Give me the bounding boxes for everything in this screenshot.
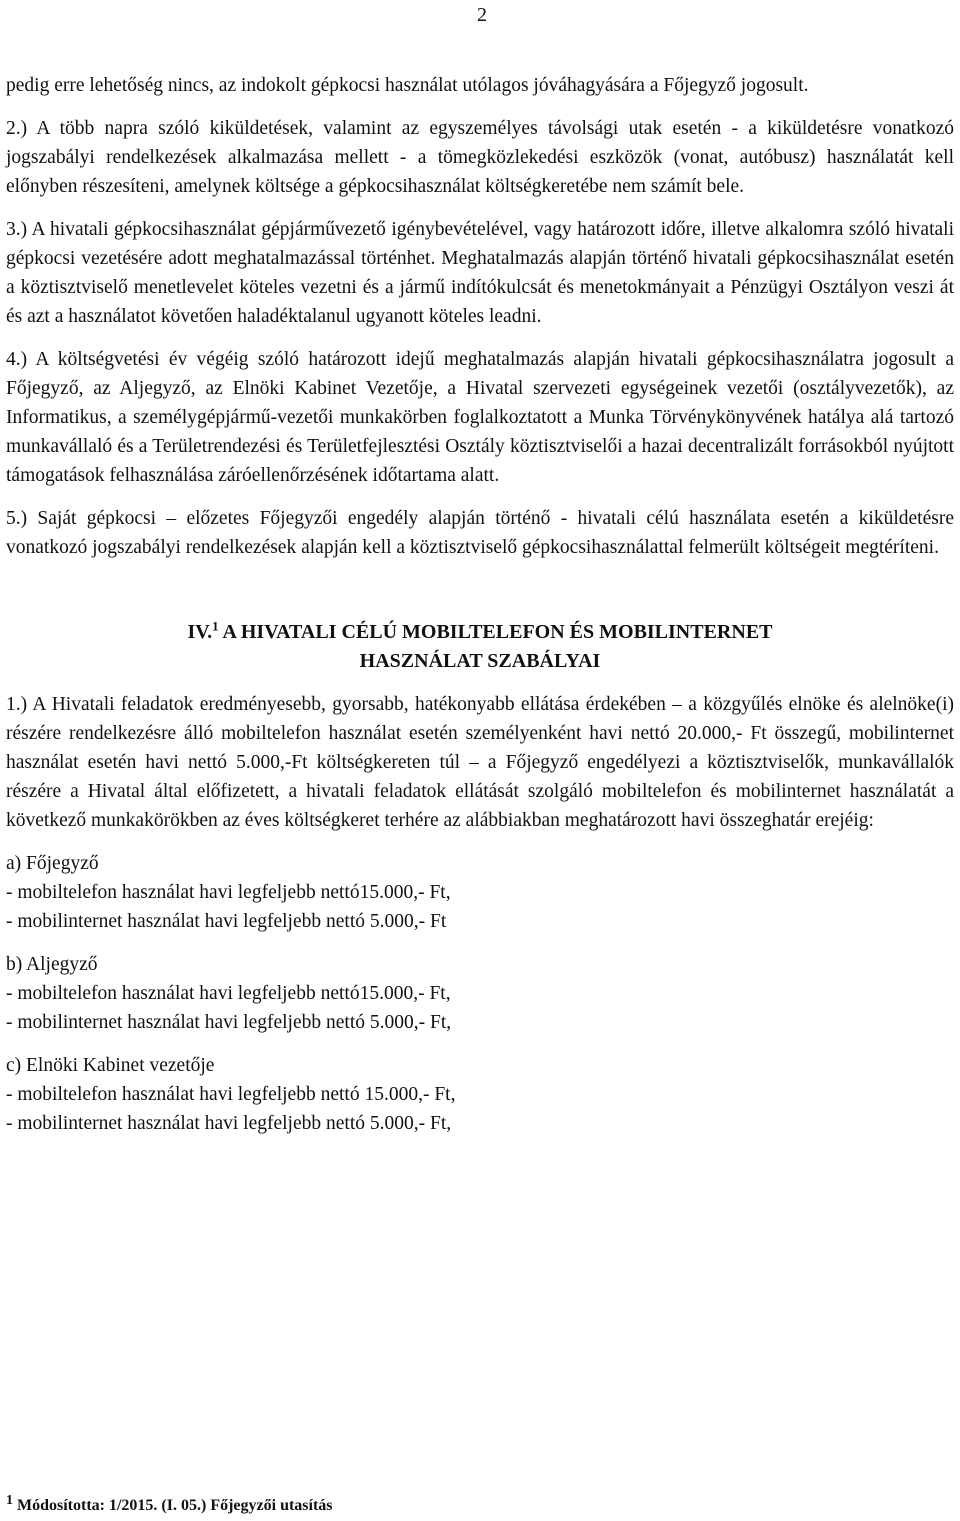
list-title: c) Elnöki Kabinet vezetője bbox=[6, 1055, 215, 1076]
document-body bbox=[6, 71, 954, 1152]
list-aljegyzo bbox=[6, 950, 954, 1037]
list-item: - mobilinternet használat havi legfeljebb nettó 5.000,- Ft bbox=[6, 911, 447, 932]
list-item: - mobiltelefon használat havi legfeljebb nettó 15.000,- Ft, bbox=[6, 1084, 456, 1105]
heading-line-2: HASZNÁLAT SZABÁLYAI bbox=[359, 650, 601, 672]
paragraph-3-4: 4.) A költségvetési év végéig szóló határozott idejű meghatalmazás alapján hivatali gépkocsihasználatra jogosult a Főjegyző, az Aljegyző, az Elnöki Kabinet Vezetője, a Hivatal szervezeti egységeinek vezetői (osztályvezetők), az Informatikus, a személygépjármű-vezetői munkakörben foglalkoztatott a Munka Törvénykönyvének hatálya alá tartozó munkavállaló és a Területrendezési és Területfejlesztési Osztály köztisztviselői a hazai decentralizált forrásokból nyújtott támogatások felhasználása záróellenőrzésének időtartama alatt. bbox=[6, 349, 954, 486]
paragraph-4-1: 1.) A Hivatali feladatok eredményesebb, gyorsabb, hatékonyabb ellátása érdekében – a közgyűlés elnöke és alelnöke(i) részére rendelkezésre álló mobiltelefon használat esetén személyenként havi nettó 20.000,- Ft összegű, mobilinternet használat esetén havi nettó 5.000,-Ft költségkereten túl – a Főjegyző engedélyezi a köztisztviselők, munkavállalók részére a Hivatal által előfizetett, a hivatali feladatok ellátását szolgáló mobiltelefon és mobilinternet használatát a következő munkakörökben az éves költségkeret terhére az alábbiakban meghatározott havi összeghatár erejéig: bbox=[6, 694, 954, 831]
footnote-text: Módosította: 1/2015. (I. 05.) Főjegyzői utasítás bbox=[17, 1497, 333, 1514]
paragraph-continuation: pedig erre lehetőség nincs, az indokolt gépkocsi használat utólagos jóváhagyására a Főjegyző jogosult. bbox=[6, 75, 809, 96]
list-item: - mobiltelefon használat havi legfeljebb nettó15.000,- Ft, bbox=[6, 983, 451, 1004]
heading-line-1: A HIVATALI CÉLÚ MOBILTELEFON ÉS MOBILINTERNET bbox=[218, 621, 773, 643]
list-item: - mobiltelefon használat havi legfeljebb nettó15.000,- Ft, bbox=[6, 882, 451, 903]
list-title: b) Aljegyző bbox=[6, 954, 98, 975]
footnote bbox=[6, 1494, 954, 1518]
list-fojegyzo bbox=[6, 849, 954, 936]
list-item: - mobilinternet használat havi legfeljebb nettó 5.000,- Ft, bbox=[6, 1012, 452, 1033]
heading-footnote-mark: 1 bbox=[212, 618, 219, 634]
list-elnoki-kabinet bbox=[6, 1051, 954, 1138]
paragraph-3-5: 5.) Saját gépkocsi – előzetes Főjegyzői engedély alapján történő - hivatali célú használata esetén a kiküldetésre vonatkozó jogszabályi rendelkezések alapján kell a köztisztviselő gépkocsihasználattal felmerült költségeit megtéríteni. bbox=[6, 508, 954, 558]
page-number: 2 bbox=[477, 4, 487, 26]
section-heading-iv bbox=[6, 618, 954, 676]
list-item: - mobilinternet használat havi legfeljebb nettó 5.000,- Ft, bbox=[6, 1113, 452, 1134]
heading-prefix: IV. bbox=[187, 621, 213, 643]
paragraph-3-2: 2.) A több napra szóló kiküldetések, valamint az egyszemélyes távolsági utak esetén - a kiküldetésre vonatkozó jogszabályi rendelkezések alkalmazása mellett - a tömegközlekedési eszközök (vonat, autóbusz) használatát kell előnyben részesíteni, amelynek költsége a gépkocsihasználat költségkeretébe nem számít bele. bbox=[6, 118, 954, 197]
list-title: a) Főjegyző bbox=[6, 853, 99, 874]
footnote-mark: 1 bbox=[6, 1492, 13, 1508]
paragraph-3-3: 3.) A hivatali gépkocsihasználat gépjárművezető igénybevételével, vagy határozott időre, illetve alkalomra szóló hivatali gépkocsi vezetésére adott meghatalmazással történhet. Meghatalmazás alapján történő hivatali gépkocsihasználat esetén a köztisztviselő menetlevelet köteles vezetni és a jármű indítókulcsát és menetokmányait a Pénzügyi Osztályon veszi át és azt a használatot követően haladéktalanul ugyanott köteles leadni. bbox=[6, 219, 954, 327]
